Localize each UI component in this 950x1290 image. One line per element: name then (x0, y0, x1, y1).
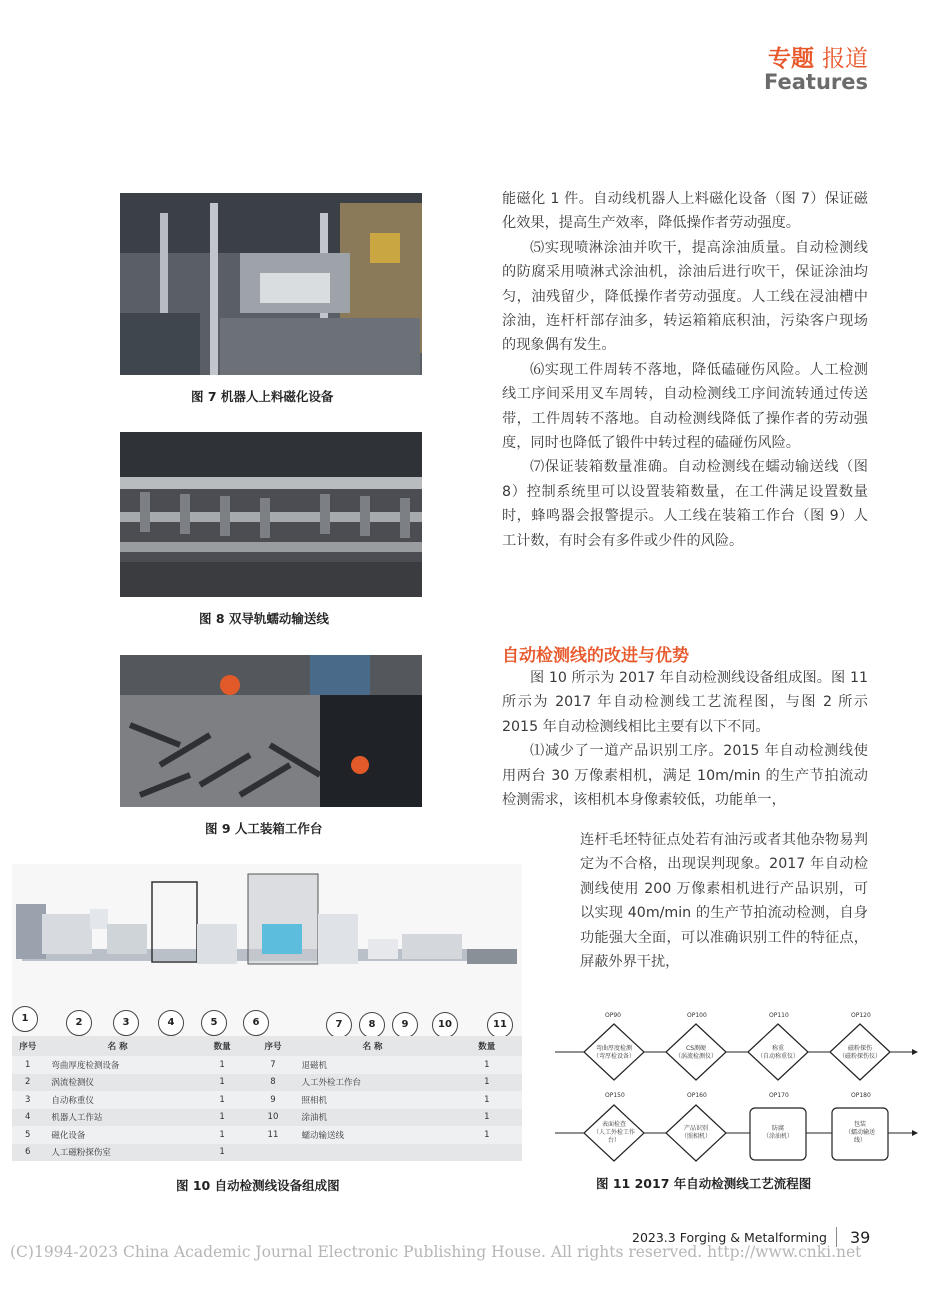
op170-box-line1: 防腐 (771, 1125, 785, 1132)
footer-issue: 2023.3 Forging & Metalforming (632, 1230, 827, 1245)
op110-label: OP110 (769, 1012, 789, 1019)
callout-8: 8 (359, 1012, 385, 1038)
callout-10: 10 (432, 1012, 458, 1038)
callout-7: 7 (326, 1012, 352, 1038)
op180-label: OP180 (851, 1092, 871, 1099)
paragraph-5: 图 10 所示为 2017 年自动检测线设备组成图。图 11 所示为 2017 年自动检测线工艺流程图，与图 2 所示 2015 年自动检测线相比主要有以下不同。 (502, 670, 868, 735)
table-cell: 磁化设备 (51, 1130, 86, 1141)
text-column-wrap (580, 828, 868, 974)
callout-4: 4 (158, 1010, 184, 1036)
paragraph-1: 能磁化 1 件。自动线机器人上料磁化设备（图 7）保证磁化效果，提高生产效率，降低操作者劳动强度。 (502, 191, 868, 232)
table-cell: 涡流检测仪 (51, 1078, 94, 1089)
op150-label: OP150 (605, 1092, 625, 1099)
table-cell: 5 (25, 1129, 31, 1140)
figure-10-diagram (12, 864, 522, 1166)
table-cell: 蠕动输送线 (301, 1130, 345, 1141)
table-cell (252, 1144, 293, 1162)
table-cell (452, 1144, 522, 1162)
table-cell: 10 (267, 1112, 279, 1123)
op90-box-line1: 弯曲厚度检测 (595, 1045, 633, 1052)
table-row (12, 1091, 522, 1109)
table-cell: 1 (484, 1112, 490, 1123)
table-row (12, 1126, 522, 1144)
table-cell: 9 (270, 1094, 276, 1105)
op120-label: OP120 (851, 1012, 871, 1019)
figure-11-flowchart (555, 1008, 923, 1163)
paragraph-2: ⑸实现喷淋涂油并吹干，提高涂油质量。自动检测线的防腐采用喷淋式涂油机，涂油后进行吹干，保证涂油均匀，油残留少，降低操作者劳动强度。人工线在浸油槽中涂油，连杆杆部存油多，转运箱箱底积油，污染客户现场的现象偶有发生。 (502, 239, 868, 354)
table-cell: 6 (25, 1147, 31, 1158)
table-row (12, 1144, 522, 1162)
figure-10-caption: 图 10 自动检测线设备组成图 (176, 1178, 340, 1193)
op110-box-line1: 称重 (771, 1045, 785, 1052)
table-cell: 1 (25, 1059, 31, 1070)
figure-7-caption: 图 7 机器人上料磁化设备 (191, 389, 334, 404)
text-column-right-mid (502, 666, 868, 812)
table-cell: 1 (484, 1077, 490, 1088)
paragraph-6: ⑴减少了一道产品识别工序。2015 年自动检测线使用两台 30 万像素相机，满足 10m/min 的生产节拍流动检测需求，该相机本身像素较低，功能单一， (502, 743, 868, 809)
page-number: 39 (850, 1228, 871, 1247)
op120-box-line2: （磁粉探伤仪） (838, 1053, 882, 1060)
equipment-table (12, 1036, 522, 1161)
op110-box-line2: （自动称重仪） (756, 1053, 800, 1060)
op160-label: OP160 (687, 1092, 707, 1099)
table-cell: 4 (25, 1112, 31, 1123)
table-cell: 2 (25, 1077, 31, 1088)
table-cell: 7 (270, 1059, 276, 1070)
table-cell: 1 (219, 1059, 225, 1070)
table-row (12, 1056, 522, 1074)
table-cell: 1 (219, 1129, 225, 1140)
table-cell: 1 (484, 1129, 490, 1140)
paragraph-3: ⑹实现工件周转不落地，降低磕碰伤风险。人工检测线工序间采用叉车周转，自动检测线工序间流转通过传送带，工件周转不落地。自动检测线降低了操作者的劳动强度，同时也降低了锻件中转过程的磕碰伤风险。 (502, 361, 868, 452)
copyright-line: (C)1994-2023 China Academic Journal Electronic Publishing House. All rights reserved. http://www.cnki.net (10, 1243, 862, 1261)
op120-box-line1: 磁粉探伤 (847, 1045, 873, 1052)
figure-9-caption: 图 9 人工装箱工作台 (205, 821, 323, 836)
table-cell (294, 1144, 452, 1162)
op150-box-line3: 台） (607, 1137, 621, 1144)
table-cell: 1 (484, 1094, 490, 1105)
op150-box-line1: 表面检查 (601, 1121, 627, 1128)
table-cell: 11 (267, 1129, 279, 1140)
callout-5: 5 (201, 1010, 227, 1036)
table-cell: 1 (219, 1147, 225, 1158)
op90-box-line2: （弯厚检设备） (592, 1053, 636, 1060)
figure-7-photo (120, 193, 422, 375)
callout-3: 3 (113, 1010, 139, 1036)
table-cell: 1 (219, 1077, 225, 1088)
section-heading: 自动检测线的改进与优势 (502, 646, 689, 666)
op160-box-line1: 产品识别 (683, 1125, 709, 1132)
text-column-right-top (502, 187, 868, 553)
callout-1: 1 (12, 1006, 38, 1032)
table-cell: 人工磁粉探伤室 (51, 1148, 111, 1159)
op160-box-line2: （照相机） (680, 1133, 712, 1140)
table-cell: 3 (25, 1094, 31, 1105)
callout-11: 11 (487, 1012, 513, 1038)
table-cell: 涂油机 (301, 1113, 328, 1124)
op100-label: OP100 (687, 1012, 707, 1019)
table-row (12, 1074, 522, 1092)
callout-2: 2 (66, 1010, 92, 1036)
table-cell: 8 (270, 1077, 276, 1088)
table-cell: 自动称重仪 (51, 1095, 94, 1106)
callout-6: 6 (243, 1010, 269, 1036)
op180-box-line3: 线） (853, 1137, 867, 1144)
op180-box-line1: 包装 (853, 1121, 867, 1128)
table-cell: 弯曲厚度检测设备 (51, 1060, 120, 1071)
op150-box-line2: （人工外检工作 (592, 1129, 636, 1136)
callout-row (12, 1004, 522, 1032)
table-cell: 照相机 (301, 1095, 328, 1106)
op170-label: OP170 (769, 1092, 789, 1099)
figure-8-photo (120, 432, 422, 597)
op170-box-line2: （涂油机） (762, 1133, 794, 1140)
figure-11-caption: 图 11 2017 年自动检测线工艺流程图 (596, 1176, 812, 1191)
figure-9-photo (120, 655, 422, 807)
op100-box-line1: CS测硬 (686, 1045, 706, 1052)
paragraph-7: 连杆毛坯特征点处若有油污或者其他杂物易判定为不合格，出现误判现象。2017 年自动检测线使用 200 万像素相机进行产品识别，可以实现 40m/min 的生产节拍流动检测，自身功能强大全面，可以准确识别工件的特征点，屏蔽外界干扰， (580, 832, 868, 971)
figure-8-caption: 图 8 双导轨蠕动输送线 (199, 611, 329, 626)
table-header: 序号 名 称 数量 序号 名 称 数量 (19, 1042, 496, 1052)
table-cell: 退磁机 (301, 1060, 328, 1071)
section-title-en: Features (764, 70, 868, 94)
op180-box-line2: （蠕动输送 (844, 1129, 876, 1136)
table-cell: 1 (484, 1059, 490, 1070)
table-cell: 机器人工作站 (51, 1113, 103, 1124)
section-title-cn: 专题 报道 (767, 46, 868, 72)
table-cell: 1 (219, 1112, 225, 1123)
table-cell: 人工外检工作台 (301, 1078, 362, 1089)
op100-box-line2: （涡流检测仪） (674, 1053, 718, 1060)
op90-label: OP90 (605, 1012, 621, 1019)
paragraph-4: ⑺保证装箱数量准确。自动检测线在蠕动输送线（图 8）控制系统里可以设置装箱数量，在工件满足设置数量时，蜂鸣器会报警提示。人工线在装箱工作台（图 9）人工计数，有时会有多件或少件的风险。 (502, 459, 868, 549)
callout-9: 9 (392, 1012, 418, 1038)
table-cell: 1 (219, 1094, 225, 1105)
table-row (12, 1109, 522, 1127)
